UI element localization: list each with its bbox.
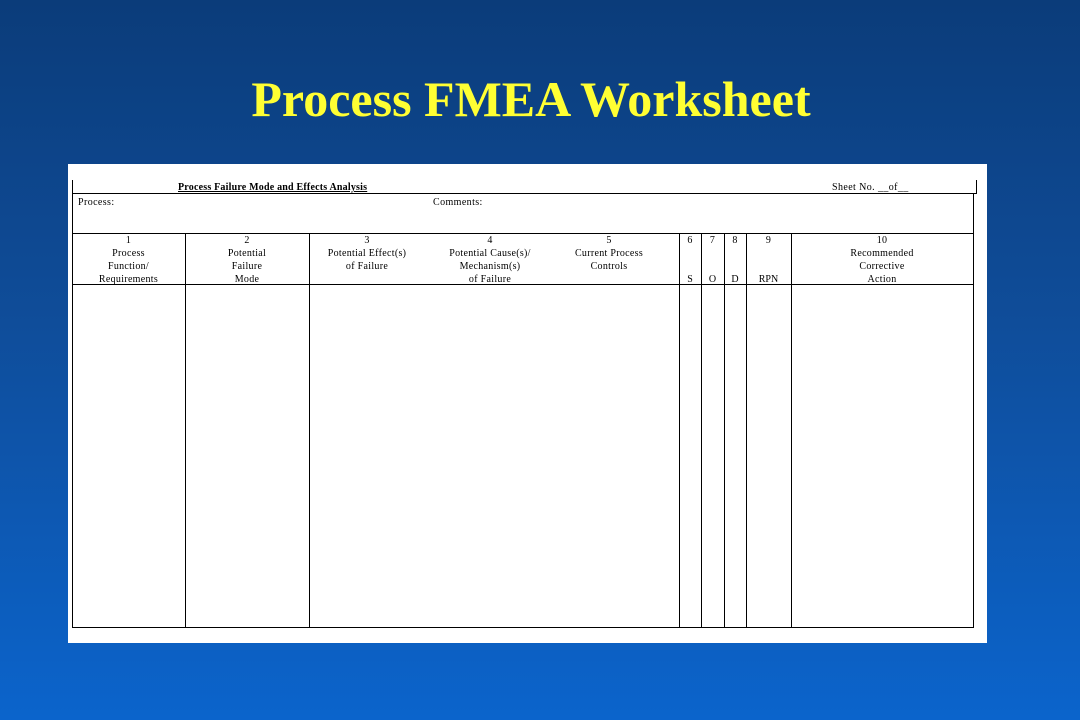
header-right-tick	[976, 180, 977, 194]
column-number: 10	[876, 235, 888, 246]
column-label-line: Action	[867, 274, 897, 285]
column-number: 3	[364, 235, 370, 246]
column-letter-severity: S	[687, 274, 693, 285]
column-header-3	[309, 234, 425, 273]
column-number: 2	[244, 235, 250, 246]
sheet-number: Sheet No. __of__	[832, 182, 909, 193]
process-label: Process:	[78, 197, 115, 208]
column-label-line: Recommended	[850, 248, 914, 259]
column-number: 8	[732, 235, 738, 246]
column-label-line: Process	[112, 248, 145, 259]
column-divider	[185, 233, 186, 628]
comments-label: Comments:	[433, 197, 483, 208]
column-header-9	[746, 234, 791, 247]
column-label-line: Corrective	[859, 261, 905, 272]
column-label-line: Controls	[590, 261, 628, 272]
column-header-7	[701, 234, 724, 247]
column-header-8	[724, 234, 746, 247]
column-letter-detection: D	[731, 274, 739, 285]
slide-title: Process FMEA Worksheet	[251, 71, 811, 127]
column-label-line: Mode	[234, 274, 260, 285]
column-number: 6	[687, 235, 693, 246]
column-divider	[309, 233, 310, 628]
column-label-line: Potential Cause(s)/	[449, 248, 531, 259]
column-label-line: Requirements	[98, 274, 159, 285]
column-divider	[679, 233, 680, 628]
column-header-1	[72, 234, 185, 286]
column-label-line: of Failure	[468, 274, 512, 285]
column-label-line: Mechanism(s)	[459, 261, 521, 272]
column-divider	[724, 233, 725, 628]
column-number: 7	[709, 235, 716, 246]
column-letter-rpn: RPN	[758, 274, 779, 285]
column-letter-occurrence: O	[708, 274, 717, 285]
column-label-line: Potential	[227, 248, 267, 259]
column-label-line: of Failure	[345, 261, 389, 272]
column-label-line: Current Process	[574, 248, 644, 259]
column-label-line: Function/	[107, 261, 150, 272]
column-header-6	[679, 234, 701, 247]
column-divider	[701, 233, 702, 628]
column-number: 9	[765, 235, 772, 246]
table-bottom-rule	[72, 627, 974, 628]
column-label-line: Potential Effect(s)	[327, 248, 407, 259]
column-label-line: Failure	[231, 261, 263, 272]
column-number: 5	[606, 235, 612, 246]
column-header-5	[554, 234, 664, 273]
form-title: Process Failure Mode and Effects Analysis	[178, 182, 368, 193]
column-divider	[746, 233, 747, 628]
column-header-4	[430, 234, 550, 286]
column-number: 4	[487, 235, 493, 246]
column-number: 1	[125, 235, 132, 246]
column-divider	[791, 233, 792, 628]
fmea-worksheet	[68, 164, 987, 643]
table-right-border	[973, 193, 974, 628]
column-header-2	[185, 234, 309, 286]
fmea-form	[68, 164, 987, 643]
column-header-10	[791, 234, 973, 286]
